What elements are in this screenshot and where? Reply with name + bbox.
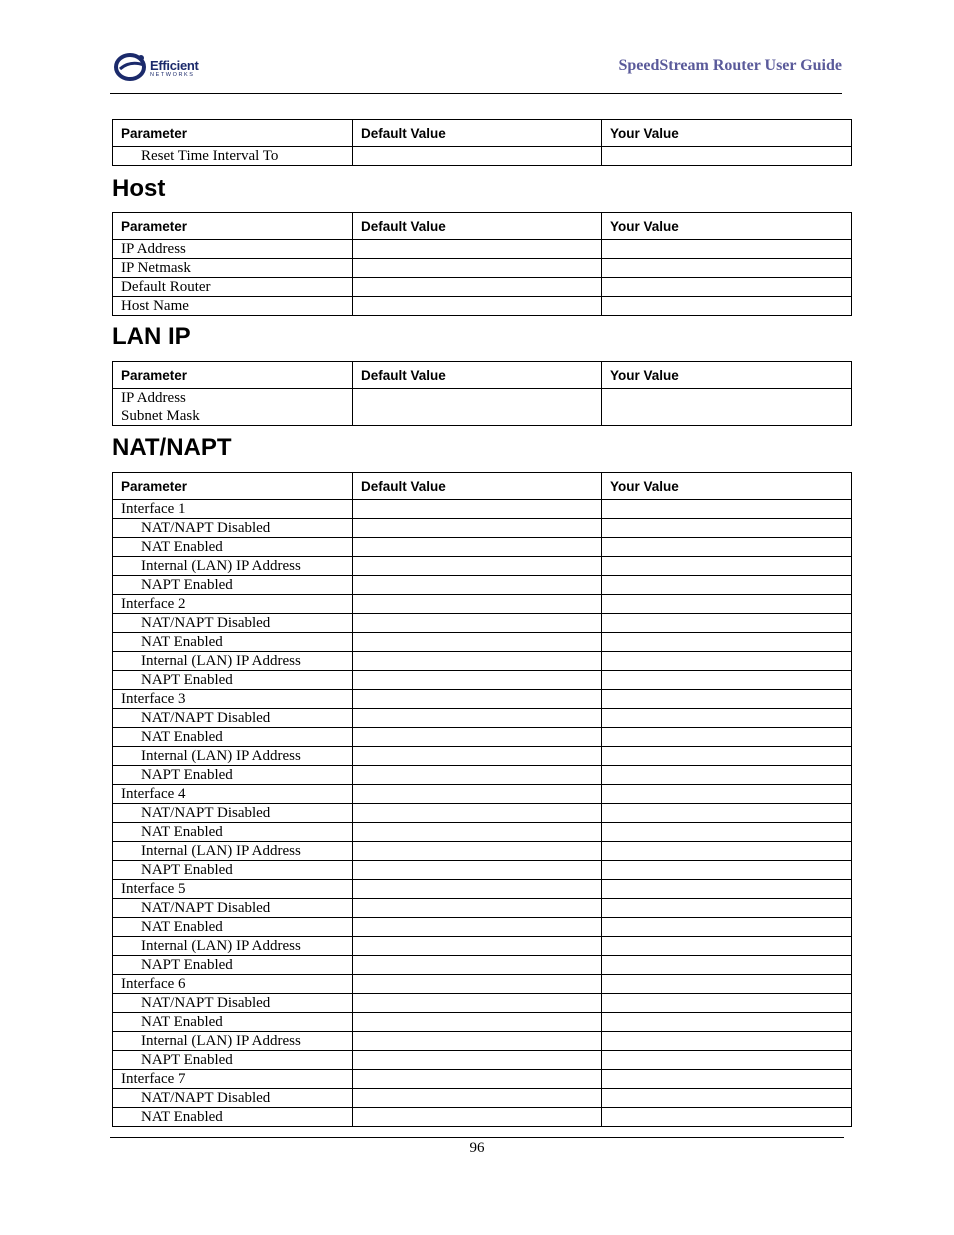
your-value-cell <box>602 994 852 1013</box>
your-value-cell <box>602 842 852 861</box>
default-value-cell <box>353 956 602 975</box>
your-value-cell <box>602 278 852 297</box>
param-cell: Host Name <box>113 297 353 316</box>
param-cell: NAPT Enabled <box>113 1051 353 1070</box>
table-row <box>113 652 852 671</box>
your-value-cell <box>602 652 852 671</box>
default-value-cell <box>353 633 602 652</box>
default-value-cell <box>353 1089 602 1108</box>
param-cell: NAT/NAPT Disabled <box>113 614 353 633</box>
default-value-cell <box>353 1070 602 1089</box>
param-cell: NAPT Enabled <box>113 671 353 690</box>
table-row <box>113 861 852 880</box>
table-row <box>113 671 852 690</box>
table-row <box>113 259 852 278</box>
table-row <box>113 1070 852 1089</box>
default-value-cell <box>353 1051 602 1070</box>
your-value-cell <box>602 1051 852 1070</box>
table-row <box>113 690 852 709</box>
your-value-cell <box>602 147 852 166</box>
table-row <box>113 278 852 297</box>
your-value-cell <box>602 785 852 804</box>
param-cell: Interface 6 <box>113 975 353 994</box>
col-header-your-value: Your Value <box>602 473 852 500</box>
param-cell: Internal (LAN) IP Address <box>113 747 353 766</box>
default-value-cell <box>353 1032 602 1051</box>
your-value-cell <box>602 975 852 994</box>
your-value-cell <box>602 1032 852 1051</box>
your-value-cell <box>602 766 852 785</box>
logo-swoosh-icon <box>114 52 148 82</box>
default-value-cell <box>353 766 602 785</box>
default-value-cell <box>353 557 602 576</box>
reset-table <box>112 119 852 166</box>
col-header-your-value: Your Value <box>602 213 852 240</box>
col-header-default: Default Value <box>353 213 602 240</box>
your-value-cell <box>602 823 852 842</box>
default-value-cell <box>353 147 602 166</box>
param-cell: NAT/NAPT Disabled <box>113 709 353 728</box>
table-row <box>113 1108 852 1127</box>
default-value-cell <box>353 1013 602 1032</box>
your-value-cell <box>602 1070 852 1089</box>
your-value-cell <box>602 671 852 690</box>
table-row <box>113 709 852 728</box>
table-row <box>113 804 852 823</box>
param-cell: NAT/NAPT Disabled <box>113 1089 353 1108</box>
default-value-cell <box>353 861 602 880</box>
your-value-cell <box>602 1108 852 1127</box>
table-row <box>113 633 852 652</box>
your-value-cell <box>602 633 852 652</box>
default-value-cell <box>353 785 602 804</box>
param-cell: Reset Time Interval To <box>113 147 353 166</box>
col-header-parameter: Parameter <box>113 473 353 500</box>
default-value-cell <box>353 538 602 557</box>
table-row <box>113 899 852 918</box>
param-cell: Internal (LAN) IP Address <box>113 652 353 671</box>
param-cell: NAT Enabled <box>113 633 353 652</box>
param-cell: NAPT Enabled <box>113 576 353 595</box>
your-value-cell <box>602 1013 852 1032</box>
your-value-cell <box>602 614 852 633</box>
your-value-cell <box>602 861 852 880</box>
table-row <box>113 557 852 576</box>
default-value-cell <box>353 297 602 316</box>
default-value-cell <box>353 899 602 918</box>
your-value-cell <box>602 519 852 538</box>
col-header-parameter: Parameter <box>113 213 353 240</box>
param-cell: Internal (LAN) IP Address <box>113 842 353 861</box>
default-value-cell <box>353 842 602 861</box>
your-value-cell <box>602 880 852 899</box>
section-title-host: Host <box>112 175 166 202</box>
table-row <box>113 389 852 426</box>
table-row <box>113 147 852 166</box>
table-row <box>113 614 852 633</box>
table-row <box>113 1089 852 1108</box>
your-value-cell <box>602 389 852 426</box>
table-row <box>113 1051 852 1070</box>
col-header-default: Default Value <box>353 362 602 389</box>
col-header-default: Default Value <box>353 120 602 147</box>
param-cell: NAT/NAPT Disabled <box>113 899 353 918</box>
table-row <box>113 785 852 804</box>
default-value-cell <box>353 880 602 899</box>
your-value-cell <box>602 500 852 519</box>
col-header-parameter: Parameter <box>113 120 353 147</box>
param-cell: NAT Enabled <box>113 1108 353 1127</box>
default-value-cell <box>353 614 602 633</box>
default-value-cell <box>353 690 602 709</box>
default-value-cell <box>353 259 602 278</box>
default-value-cell <box>353 519 602 538</box>
your-value-cell <box>602 576 852 595</box>
your-value-cell <box>602 804 852 823</box>
default-value-cell <box>353 652 602 671</box>
param-cell: Interface 4 <box>113 785 353 804</box>
table-row <box>113 766 852 785</box>
table-row <box>113 240 852 259</box>
default-value-cell <box>353 937 602 956</box>
default-value-cell <box>353 1108 602 1127</box>
table-row <box>113 1032 852 1051</box>
default-value-cell <box>353 823 602 842</box>
param-cell: Interface 3 <box>113 690 353 709</box>
your-value-cell <box>602 956 852 975</box>
param-cell: Interface 1 <box>113 500 353 519</box>
footer-rule <box>110 1137 844 1138</box>
your-value-cell <box>602 1089 852 1108</box>
nat-napt-table <box>112 472 852 1127</box>
param-cell: Interface 5 <box>113 880 353 899</box>
default-value-cell <box>353 671 602 690</box>
your-value-cell <box>602 918 852 937</box>
default-value-cell <box>353 389 602 426</box>
table-row <box>113 994 852 1013</box>
your-value-cell <box>602 747 852 766</box>
table-row <box>113 576 852 595</box>
default-value-cell <box>353 595 602 614</box>
param-cell: NAT/NAPT Disabled <box>113 519 353 538</box>
col-header-default: Default Value <box>353 473 602 500</box>
section-title-nat-napt: NAT/NAPT <box>112 434 232 461</box>
table-row <box>113 975 852 994</box>
param-line: Subnet Mask <box>121 408 200 424</box>
lan-ip-table <box>112 361 852 426</box>
table-row <box>113 500 852 519</box>
table-row <box>113 937 852 956</box>
table-row <box>113 842 852 861</box>
logo-word: Efficient <box>150 58 199 73</box>
table-row <box>113 747 852 766</box>
default-value-cell <box>353 728 602 747</box>
param-cell: NAT Enabled <box>113 728 353 747</box>
default-value-cell <box>353 975 602 994</box>
table-row <box>113 595 852 614</box>
table-row <box>113 297 852 316</box>
param-cell: Default Router <box>113 278 353 297</box>
table-row <box>113 956 852 975</box>
header-rule <box>110 93 842 94</box>
col-header-your-value: Your Value <box>602 120 852 147</box>
your-value-cell <box>602 259 852 278</box>
your-value-cell <box>602 728 852 747</box>
efficient-networks-logo <box>114 52 214 86</box>
default-value-cell <box>353 709 602 728</box>
col-header-your-value: Your Value <box>602 362 852 389</box>
your-value-cell <box>602 297 852 316</box>
default-value-cell <box>353 500 602 519</box>
your-value-cell <box>602 709 852 728</box>
your-value-cell <box>602 899 852 918</box>
col-header-parameter: Parameter <box>113 362 353 389</box>
param-cell: NAT/NAPT Disabled <box>113 804 353 823</box>
param-cell: IP Address <box>113 240 353 259</box>
table-row <box>113 728 852 747</box>
param-cell: Internal (LAN) IP Address <box>113 937 353 956</box>
param-cell: NAT Enabled <box>113 823 353 842</box>
default-value-cell <box>353 278 602 297</box>
param-cell: NAT Enabled <box>113 918 353 937</box>
default-value-cell <box>353 994 602 1013</box>
guide-title: SpeedStream Router User Guide <box>618 57 842 74</box>
section-title-lan-ip: LAN IP <box>112 323 191 350</box>
param-cell: NAPT Enabled <box>113 861 353 880</box>
param-cell: Interface 7 <box>113 1070 353 1089</box>
default-value-cell <box>353 240 602 259</box>
table-row <box>113 880 852 899</box>
your-value-cell <box>602 557 852 576</box>
default-value-cell <box>353 804 602 823</box>
page-number: 96 <box>469 1140 485 1156</box>
table-row <box>113 823 852 842</box>
table-row <box>113 519 852 538</box>
your-value-cell <box>602 690 852 709</box>
your-value-cell <box>602 595 852 614</box>
param-cell: NAPT Enabled <box>113 956 353 975</box>
your-value-cell <box>602 240 852 259</box>
host-table <box>112 212 852 316</box>
table-row <box>113 538 852 557</box>
table-row <box>113 918 852 937</box>
param-cell: NAPT Enabled <box>113 766 353 785</box>
param-cell: NAT Enabled <box>113 538 353 557</box>
param-cell: NAT Enabled <box>113 1013 353 1032</box>
default-value-cell <box>353 576 602 595</box>
param-cell <box>113 389 353 426</box>
param-cell: Interface 2 <box>113 595 353 614</box>
logo-subtitle: NETWORKS <box>150 72 195 78</box>
your-value-cell <box>602 538 852 557</box>
default-value-cell <box>353 918 602 937</box>
param-line: IP Address <box>121 390 186 406</box>
table-row <box>113 1013 852 1032</box>
param-cell: Internal (LAN) IP Address <box>113 1032 353 1051</box>
param-cell: IP Netmask <box>113 259 353 278</box>
default-value-cell <box>353 747 602 766</box>
your-value-cell <box>602 937 852 956</box>
param-cell: NAT/NAPT Disabled <box>113 994 353 1013</box>
param-cell: Internal (LAN) IP Address <box>113 557 353 576</box>
